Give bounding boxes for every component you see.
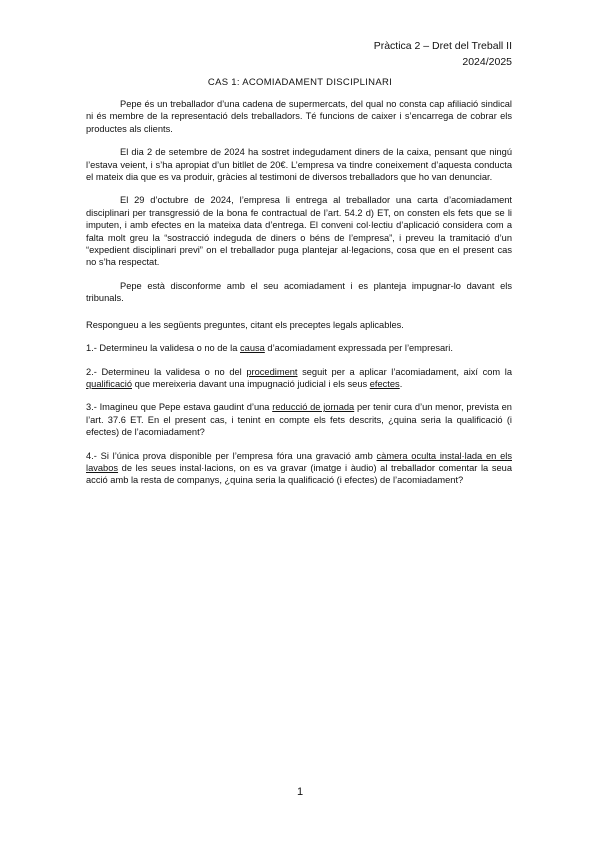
document-body xyxy=(86,98,512,498)
underlined-term: qualificació xyxy=(86,378,132,389)
course-title: Pràctica 2 – Dret del Treball II xyxy=(373,40,512,52)
question-1: 1.- Determineu la validesa o no de la causa d’acomiadament expressada per l’empresari. xyxy=(86,343,453,354)
paragraph-intro: Pepe és un treballador d’una cadena de supermercats, del qual no consta cap afiliació sindical ni és membre de la representació dels treballadors. Té funcions de caixer i s’encarrega de cobrar els productes als clients. xyxy=(86,99,512,134)
underlined-term: reducció de jornada xyxy=(272,402,355,413)
paragraph-facts: El dia 2 de setembre de 2024 ha sostret indegudament diners de la caixa, pensant que ningú l’estava veient, i s’ha apropiat d’un bitllet de 20€. L’empresa va tindre coneixement d’aquesta conducta el mateix dia que es va produir, gràcies al testimoni de diversos treballadors que ho van denunciar. xyxy=(86,147,512,183)
page-number: 1 xyxy=(296,786,304,798)
question-3: 3.- Imagineu que Pepe estava gaudint d’una reducció de jornada per tenir cura d’un menor, prevista en l’art. 37.6 ET. En el present cas, i tenint en compte els fets descrits, ¿quina seria la qualificació (i efectes) de l’acomiadament? xyxy=(86,402,512,438)
underlined-term: causa xyxy=(240,343,265,354)
paragraph-dismissal-letter: El 29 d’octubre de 2024, l’empresa li entrega al treballador una carta d’acomiadament disciplinari per transgressió de la bona fe contractual de l’art. 54.2 d) ET, on consten els fets que se li imputen, i amb efectes en la mateixa data d’entrega. El conveni col·lectiu d’aplicació considera com a falta molt greu la “sostracció indeguda de diners o béns de l’empresa”, i preveu la tramitació d’un “expedient disciplinari previ” on el treballador puga plantejar al·legacions, cosa que en el present cas no s’ha respectat. xyxy=(86,195,512,268)
underlined-term: procediment xyxy=(246,366,298,377)
paragraph-disagreement: Pepe està disconforme amb el seu acomiadament i es planteja impugnar-lo davant els tribunals. xyxy=(86,280,512,304)
underlined-term: càmera oculta instal·lada en els lavabos xyxy=(86,450,512,473)
underlined-term: efectes xyxy=(369,378,400,389)
question-2: 2.- Determineu la validesa o no del procediment seguit per a aplicar l’acomiadament, així com la qualificació que mereixeria davant una impugnació judicial i els seus efectes. xyxy=(86,366,513,389)
document-header xyxy=(374,38,512,70)
question-4: 4.- Si l’única prova disponible per l’empresa fóra una gravació amb càmera oculta instal·lada en els lavabos de les seues instal·lacions, on es va gravar (imatge i àudio) al treballador comentar la seua acció amb la resta de companys, ¿quina seria la qualificació (i efectes) de l’acomiadament? xyxy=(86,450,512,486)
case-title: CAS 1: ACOMIADAMENT DISCIPLINARI xyxy=(207,77,393,88)
instruction-text: Respongueu a les següents preguntes, citant els preceptes legals aplicables. xyxy=(86,319,404,330)
academic-year: 2024/2025 xyxy=(462,56,512,68)
